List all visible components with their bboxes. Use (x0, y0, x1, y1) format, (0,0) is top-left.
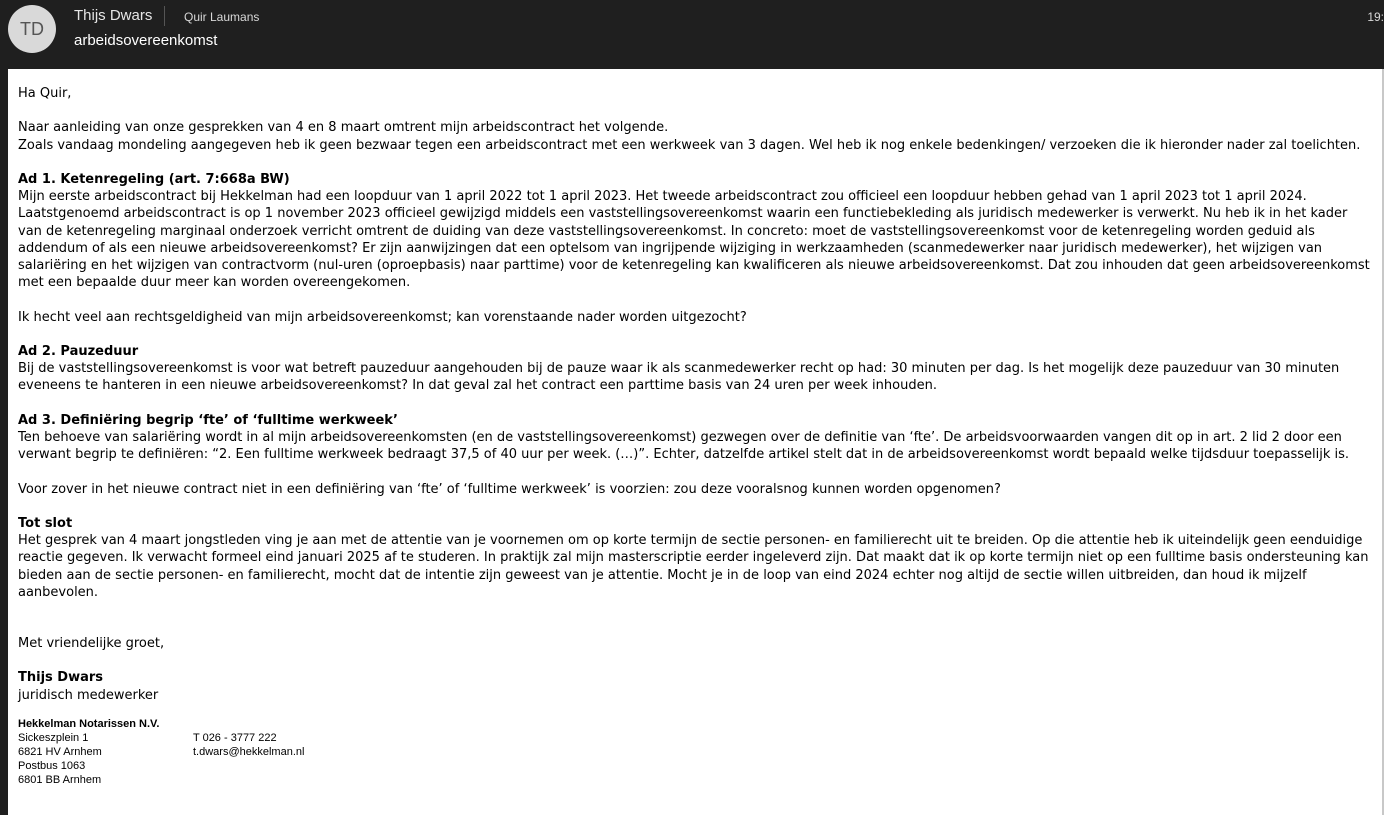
email-body (8, 69, 1384, 815)
company-name: Hekkelman Notarissen N.V. (18, 717, 160, 730)
email-subject: arbeidsovereenkomst (74, 32, 218, 49)
email-time: 19: (1367, 10, 1384, 24)
closing: Met vriendelijke groet, (18, 635, 165, 651)
signature-title: juridisch medewerker (18, 687, 159, 703)
email-content (8, 69, 1382, 787)
intro-paragraph-1: Naar aanleiding van onze gesprekken van 4 en 8 maart omtrent mijn arbeidscontract het volgende. (18, 120, 669, 136)
header-divider (164, 6, 165, 26)
ad2-heading: Ad 2. Pauzeduur (18, 343, 139, 359)
sender-name[interactable]: Thijs Dwars (74, 7, 153, 24)
sender-avatar[interactable]: TD (8, 5, 56, 53)
recipient-name[interactable]: Quir Laumans (184, 10, 260, 24)
slot-text: Het gesprek van 4 maart jongstleden ving je aan met de attentie van je voornemen om op korte termijn de sectie personen- en familierecht uit te breiden. Op die attentie heb ik uiteindelijk geen eenduidige reactie gegeven. Ik verwacht formeel eind januari 2025 af te studeren. In praktijk zal mijn masterscriptie eerder ingeleverd zijn. Dat maakt dat ik op korte termijn niet op een fulltime basis ondersteuning kan bieden aan de sectie personen- en familierecht, mocht dat de intentie zijn geweest van je attentie. Mocht je in de loop van eind 2024 echter nog altijd de sectie willen uitbreiden, dan houd ik mijzelf aanbevolen. (18, 533, 1369, 600)
email-header (0, 0, 1384, 62)
ad3-heading: Ad 3. Definiëring begrip ‘fte’ of ‘fulltime werkweek’ (18, 412, 398, 428)
ad2-text: Bij de vaststellingsovereenkomst is voor wat betreft pauzeduur aangehouden bij de pauze waar ik als scanmedewerker recht op had: 30 minuten per dag. Is het mogelijk deze pauzeduur van 30 minuten eveneens te hanteren in een nieuwe arbeidsovereenkomst? In dat geval zal het contract een parttime basis van 24 uren per week inhouden. (18, 361, 1340, 394)
email-address-link[interactable]: t.dwars@hekkelman.nl (193, 745, 305, 758)
signature-name: Thijs Dwars (18, 670, 104, 686)
ad1-heading: Ad 1. Ketenregeling (art. 7:668a BW) (18, 171, 290, 187)
ad1-text: Mijn eerste arbeidscontract bij Hekkelman had een loopduur van 1 april 2022 tot 1 april 2023. Het tweede arbeidscontract zou officieel een loopduur hebben gehad van 1 april 2023 tot 1 april 2024. Laatstgenoemd arbeidscontract is op 1 november 2023 officieel gewijzigd middels een vaststellingsovereenkomst waarin een functiebekleding als juridisch medewerker is verwerkt. Nu heb ik in het kader van de ketenregeling marginaal onderzoek verricht omtrent de duiding van deze vaststellingsovereenkomst. In concreto: moet de vaststellingsovereenkomst voor de ketenregeling worden geduid als addendum of als een nieuwe arbeidsovereenkomst? Er zijn aanwijzingen dat een optelsom van ingrijpende wijziging in werkzaamheden (scanmedewerker naar juridisch medewerker), het wijzigen van salariëring en het wijzigen van contractvorm (nul-uren (oproepbasis) naar parttime) voor de ketenregeling kan kwalificeren als nieuwe arbeidsovereenkomst. Dat zou inhouden dat geen arbeidsovereenkomst met een bepaalde duur meer kan worden overeengekomen. (18, 189, 1370, 291)
ad1-question: Ik hecht veel aan rechtsgeldigheid van mijn arbeidsovereenkomst; kan vorenstaande nader worden uitgezocht? (18, 309, 747, 325)
address-line-2: 6821 HV Arnhem (18, 745, 102, 758)
greeting: Ha Quir, (18, 86, 72, 101)
intro-paragraph-2: Zoals vandaag mondeling aangegeven heb ik geen bezwaar tegen een arbeidscontract met een werkweek van 3 dagen. Wel heb ik nog enkele bedenkingen/ verzoeken die ik hieronder nader zal toelichten. (18, 137, 1361, 153)
phone-number: T 026 - 3777 222 (193, 731, 277, 744)
ad3-text: Ten behoeve van salariëring wordt in al mijn arbeidsovereenkomsten (en de vaststellingsovereenkomst) gezwegen over de definitie van ‘fte’. De arbeidsvoorwaarden vangen dit op in art. 2 lid 2 door een verwant begrip te definiëren: “2. Een fulltime werkweek bedraagt 37,5 of 40 uur per week. (…)”. Echter, datzelfde artikel stelt dat in de arbeidsovereenkomst wordt bepaald welke tijdsduur toepasselijk is. (18, 429, 1349, 463)
address-line-3: Postbus 1063 (18, 759, 86, 772)
ad3-question: Voor zover in het nieuwe contract niet in een definiëring van ‘fte’ of ‘fulltime werkweek’ is voorzien: zou deze vooralsnog kunnen worden opgenomen? (18, 481, 1001, 497)
slot-heading: Tot slot (18, 515, 73, 531)
address-line-1: Sickeszplein 1 (18, 731, 89, 744)
address-line-4: 6801 BB Arnhem (18, 773, 102, 786)
company-block (18, 717, 1372, 787)
